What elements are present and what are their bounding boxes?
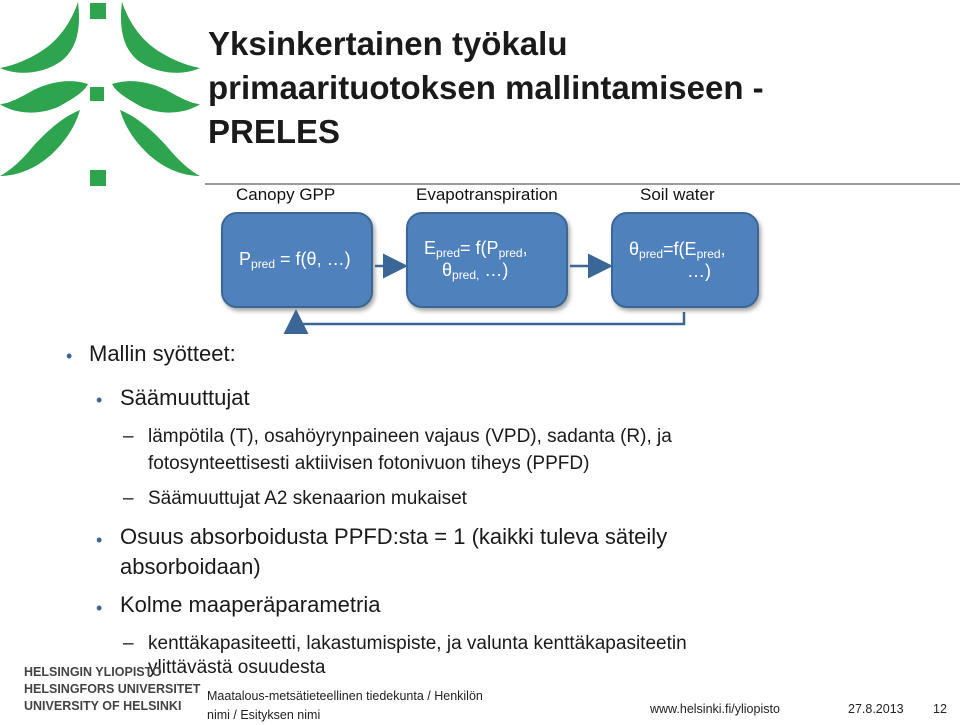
- evapotranspiration-formula-line-1: $E_{pred}= f(P_{pred}$,: [424, 238, 528, 260]
- column-header-evapotranspiration: Evapotranspiration: [416, 185, 558, 204]
- bullet-2-marker: •: [96, 390, 103, 410]
- bullet-4-marker: •: [96, 598, 103, 618]
- wordmark-finnish: HELSINGIN YLIOPISTO: [24, 665, 162, 679]
- bullet-absorbed-ppfd-line-1: Osuus absorboidusta PPFD:sta = 1 (kaikki tuleva säteily: [120, 524, 668, 549]
- bullet-mallin-syotteet: Mallin syötteet:: [89, 341, 236, 366]
- title-line-3: PRELES: [208, 113, 341, 150]
- footer-url: www.helsinki.fi/yliopisto: [650, 702, 780, 716]
- soil-water-formula-line-1: $\theta_{pred}=f(E_{pred}$,: [629, 238, 726, 261]
- canopy-gpp-formula: $P_{pred} = f(\theta$, …): [239, 249, 351, 271]
- wordmark-swedish: HELSINGFORS UNIVERSITET: [24, 682, 201, 696]
- footer-faculty-line-2: nimi / Esityksen nimi: [207, 708, 321, 722]
- bullet-absorbed-ppfd-line-2: absorboidaan): [120, 554, 261, 579]
- slide-title: [208, 22, 928, 154]
- bullet-3-marker: •: [96, 530, 103, 550]
- footer-faculty-line-1: Maatalous-metsätieteellinen tiedekunta / Henkilön: [207, 689, 483, 703]
- evapotranspiration-formula-line-2: $\theta_{pred,}$ …): [442, 260, 509, 282]
- bullet-soil-parameters: Kolme maaperäparametria: [120, 592, 381, 617]
- soil-water-formula-line-2: …): [687, 260, 711, 281]
- title-line-1: Yksinkertainen työkalu: [208, 25, 568, 62]
- subitem-weather-variables-line-2: fotosynteettisesti aktiivisen fotonivuon tiheys (PPFD): [148, 453, 590, 474]
- footer-date: 27.8.2013: [848, 702, 904, 716]
- column-header-canopy-gpp: Canopy GPP: [236, 185, 336, 204]
- subitem-soil-parameters-line-2: ylittävästä osuudesta: [148, 657, 326, 678]
- column-header-soil-water: Soil water: [640, 185, 715, 204]
- subitem-weather-variables-line-1: lämpötila (T), osahöyrynpaineen vajaus (VPD), sadanta (R), ja: [148, 426, 672, 447]
- university-flame-logo: [0, 0, 210, 200]
- diagram-arrows: [220, 250, 780, 340]
- arrow-soil-feedback: [296, 312, 684, 324]
- subitem-a2-scenario: Säämuuttujat A2 skenaarion mukaiset: [148, 488, 467, 509]
- dash-1: –: [123, 426, 134, 447]
- wordmark-english: UNIVERSITY OF HELSINKI: [24, 699, 182, 713]
- title-line-2: primaarituotoksen mallintamiseen -: [208, 69, 764, 106]
- university-wordmark: [24, 664, 200, 715]
- footer-faculty: [207, 687, 483, 725]
- bullet-1-marker: •: [66, 346, 73, 366]
- bullet-saamuuttujat: Säämuuttujat: [120, 385, 250, 410]
- page-number: 12: [933, 702, 947, 716]
- subitem-soil-parameters-line-1: kenttäkapasiteetti, lakastumispiste, ja valunta kenttäkapasiteetin: [148, 633, 687, 654]
- dash-2: –: [123, 488, 134, 509]
- dash-3: –: [123, 633, 134, 654]
